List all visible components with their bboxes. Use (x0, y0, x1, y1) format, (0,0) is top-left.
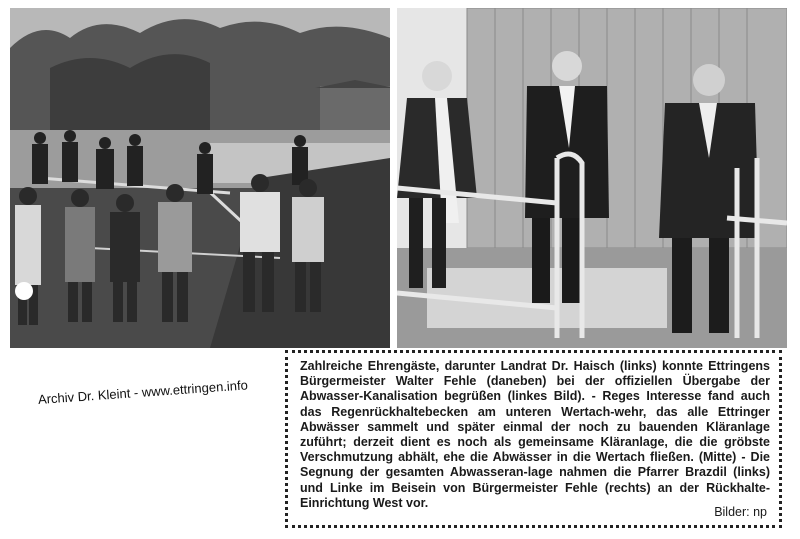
caption-text: Zahlreiche Ehrengäste, darunter Landrat Dr. Haisch (links) konnte Ettringens Bürgermeister Walter Fehle (daneben) bei der offiziellen Übergabe der Abwasser-Kanalisation begrüßen (linkes Bild). - Reges Interesse fand auch das Regenrückhaltebecken am unteren Wertach-wehr, das alle Ettringer Abwässer sammelt und später einmal der noch zu bauenden Kläranlage zuführt; derzeit dient es noch als gemeinsame Kläranlage, die die gröbste Verschmutzung abhält, ehe die Abwässer in die Wertach fließen. (Mitte) - Die Segnung der gesamten Abwasseran-lage nahmen die Pfarrer Brazdil (links) und Linke im Beisein von Bürgermeister Fehle (rechts) an der Rückhalte-Einrichtung West vor. (300, 359, 770, 510)
left-photo-image (10, 8, 390, 348)
right-photo-image (397, 8, 787, 348)
left-photo (10, 8, 390, 348)
photo-credit: Bilder: np (714, 504, 767, 519)
archive-watermark: Archiv Dr. Kleint - www.ettringen.info (37, 377, 249, 407)
photo-caption (285, 350, 782, 528)
right-photo (397, 8, 787, 348)
